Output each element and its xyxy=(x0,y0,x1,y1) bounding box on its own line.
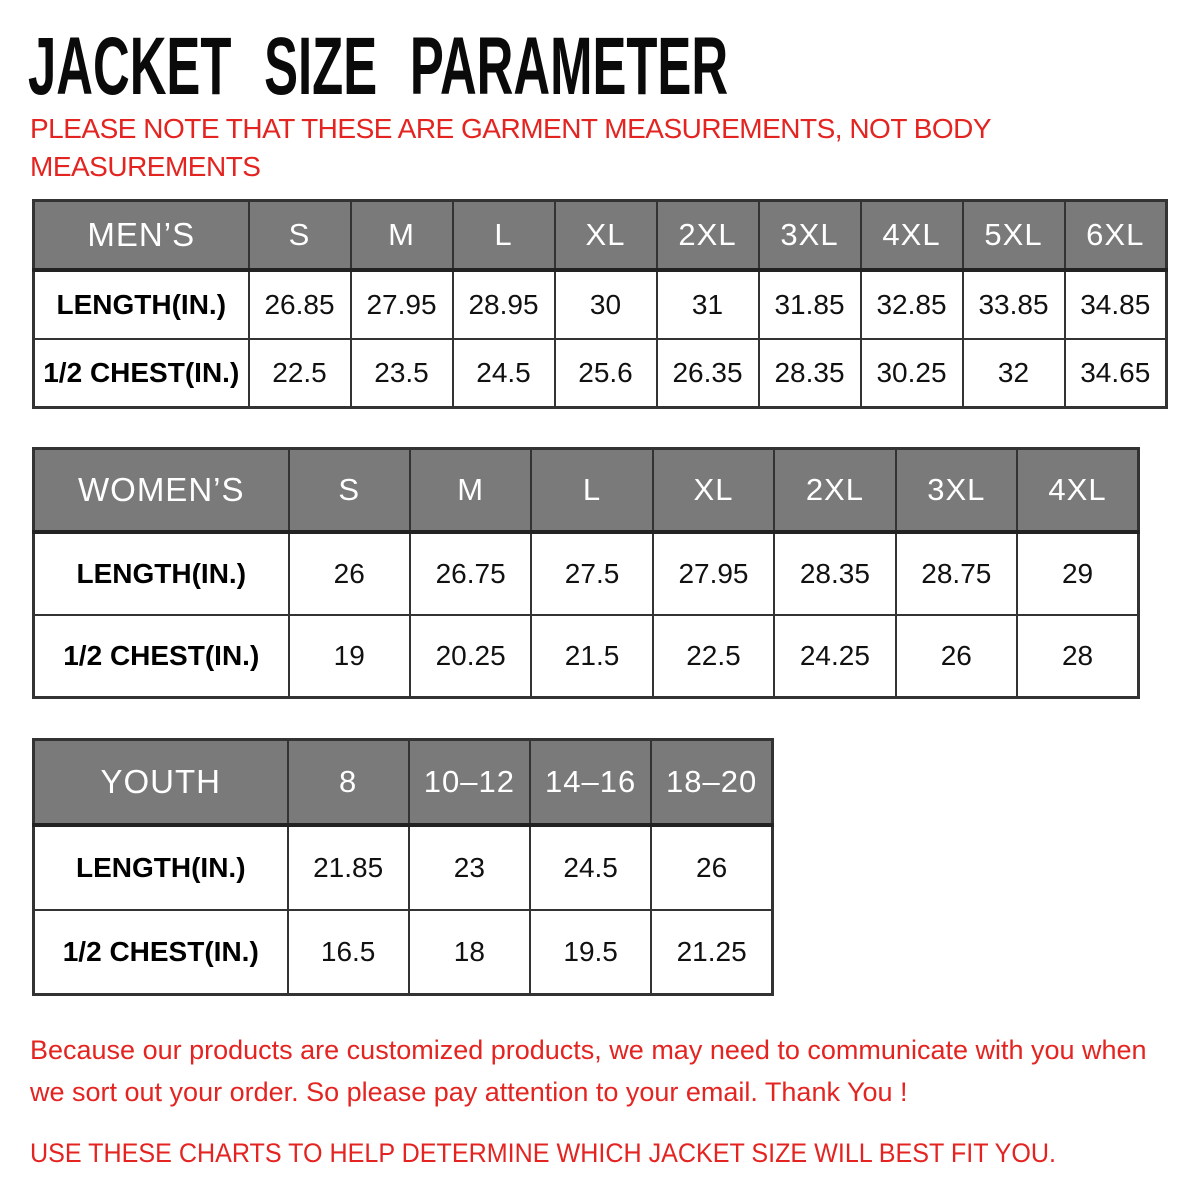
mens-length-in-4xl: 32.85 xyxy=(861,270,963,339)
womens-size-header-m: M xyxy=(410,449,531,533)
womens-size-header-s: S xyxy=(289,449,410,533)
womens-length-in-l: 27.5 xyxy=(531,532,652,615)
mens-row-label-1-2-chest-in: 1/2 CHEST(IN.) xyxy=(34,339,249,408)
mens-group-label: MEN’S xyxy=(34,201,249,271)
youth-row-label-1-2-chest-in: 1/2 CHEST(IN.) xyxy=(34,910,288,995)
youth-1-2-chest-in-10-12: 18 xyxy=(409,910,530,995)
mens-length-in-m: 27.95 xyxy=(351,270,453,339)
mens-size-table xyxy=(32,199,1168,409)
womens-1-2-chest-in-m: 20.25 xyxy=(410,615,531,698)
mens-size-header-6xl: 6XL xyxy=(1065,201,1167,271)
youth-length-in-8: 21.85 xyxy=(288,825,409,910)
chart-usage-note: USE THESE CHARTS TO HELP DETERMINE WHICH JACKET SIZE WILL BEST FIT YOU. xyxy=(30,1138,1057,1168)
mens-size-header-2xl: 2XL xyxy=(657,201,759,271)
womens-size-header-4xl: 4XL xyxy=(1017,449,1138,533)
youth-header-row xyxy=(34,740,773,826)
womens-size-header-xl: XL xyxy=(653,449,774,533)
womens-1-2-chest-in-l: 21.5 xyxy=(531,615,652,698)
womens-length-in-xl: 27.95 xyxy=(653,532,774,615)
youth-row-length-in xyxy=(34,825,773,910)
womens-size-header-3xl: 3XL xyxy=(896,449,1017,533)
mens-size-header-m: M xyxy=(351,201,453,271)
womens-length-in-3xl: 28.75 xyxy=(896,532,1017,615)
womens-group-label: WOMEN’S xyxy=(34,449,289,533)
page-title: JACKET SIZE PARAMETER xyxy=(28,21,729,112)
womens-1-2-chest-in-2xl: 24.25 xyxy=(774,615,895,698)
mens-length-in-5xl: 33.85 xyxy=(963,270,1065,339)
womens-1-2-chest-in-3xl: 26 xyxy=(896,615,1017,698)
mens-size-header-xl: XL xyxy=(555,201,657,271)
youth-row-1-2-chest-in xyxy=(34,910,773,995)
mens-length-in-l: 28.95 xyxy=(453,270,555,339)
youth-length-in-10-12: 23 xyxy=(409,825,530,910)
mens-length-in-2xl: 31 xyxy=(657,270,759,339)
mens-size-header-4xl: 4XL xyxy=(861,201,963,271)
youth-size-table xyxy=(32,738,774,996)
youth-1-2-chest-in-14-16: 19.5 xyxy=(530,910,651,995)
mens-size-header-3xl: 3XL xyxy=(759,201,861,271)
mens-row-length-in xyxy=(34,270,1167,339)
mens-length-in-s: 26.85 xyxy=(249,270,351,339)
mens-1-2-chest-in-4xl: 30.25 xyxy=(861,339,963,408)
womens-size-header-2xl: 2XL xyxy=(774,449,895,533)
youth-length-in-18-20: 26 xyxy=(651,825,772,910)
womens-header-row xyxy=(34,449,1139,533)
womens-length-in-m: 26.75 xyxy=(410,532,531,615)
womens-1-2-chest-in-4xl: 28 xyxy=(1017,615,1138,698)
womens-row-label-length-in: LENGTH(IN.) xyxy=(34,532,289,615)
mens-length-in-3xl: 31.85 xyxy=(759,270,861,339)
womens-size-header-l: L xyxy=(531,449,652,533)
mens-1-2-chest-in-xl: 25.6 xyxy=(555,339,657,408)
womens-1-2-chest-in-s: 19 xyxy=(289,615,410,698)
customization-note: Because our products are customized products, we may need to communicate with you when we sort out your order. So please pay attention to your email. Thank You ! xyxy=(30,1035,1147,1107)
mens-1-2-chest-in-6xl: 34.65 xyxy=(1065,339,1167,408)
mens-row-1-2-chest-in xyxy=(34,339,1167,408)
youth-row-label-length-in: LENGTH(IN.) xyxy=(34,825,288,910)
youth-length-in-14-16: 24.5 xyxy=(530,825,651,910)
mens-row-label-length-in: LENGTH(IN.) xyxy=(34,270,249,339)
mens-size-header-l: L xyxy=(453,201,555,271)
mens-1-2-chest-in-5xl: 32 xyxy=(963,339,1065,408)
mens-length-in-6xl: 34.85 xyxy=(1065,270,1167,339)
youth-1-2-chest-in-18-20: 21.25 xyxy=(651,910,772,995)
womens-length-in-4xl: 29 xyxy=(1017,532,1138,615)
youth-size-header-10-12: 10–12 xyxy=(409,740,530,826)
mens-length-in-xl: 30 xyxy=(555,270,657,339)
mens-size-header-s: S xyxy=(249,201,351,271)
womens-size-table xyxy=(32,447,1140,699)
womens-row-label-1-2-chest-in: 1/2 CHEST(IN.) xyxy=(34,615,289,698)
mens-header-row xyxy=(34,201,1167,271)
mens-1-2-chest-in-l: 24.5 xyxy=(453,339,555,408)
mens-1-2-chest-in-s: 22.5 xyxy=(249,339,351,408)
womens-1-2-chest-in-xl: 22.5 xyxy=(653,615,774,698)
youth-size-header-18-20: 18–20 xyxy=(651,740,772,826)
mens-1-2-chest-in-m: 23.5 xyxy=(351,339,453,408)
youth-size-header-14-16: 14–16 xyxy=(530,740,651,826)
mens-1-2-chest-in-3xl: 28.35 xyxy=(759,339,861,408)
youth-group-label: YOUTH xyxy=(34,740,288,826)
womens-row-length-in xyxy=(34,532,1139,615)
youth-size-header-8: 8 xyxy=(288,740,409,826)
youth-1-2-chest-in-8: 16.5 xyxy=(288,910,409,995)
womens-length-in-2xl: 28.35 xyxy=(774,532,895,615)
womens-length-in-s: 26 xyxy=(289,532,410,615)
womens-row-1-2-chest-in xyxy=(34,615,1139,698)
mens-1-2-chest-in-2xl: 26.35 xyxy=(657,339,759,408)
mens-size-header-5xl: 5XL xyxy=(963,201,1065,271)
garment-measurement-note: PLEASE NOTE THAT THESE ARE GARMENT MEASUREMENTS, NOT BODY MEASUREMENTS xyxy=(30,113,991,182)
